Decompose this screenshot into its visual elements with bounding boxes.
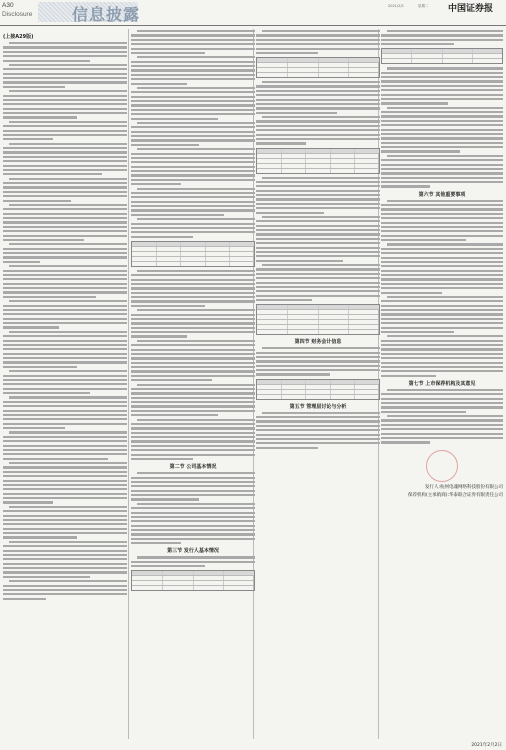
data-table [131, 241, 255, 267]
body-text [381, 67, 503, 187]
section-heading: 第二节 公司基本情况 [169, 464, 217, 471]
column-2 [131, 30, 255, 594]
body-text [256, 81, 380, 144]
sponsor-signature: 保荐机构(主承销商):华泰联合证券有限责任公司 [407, 492, 503, 498]
newspaper-masthead: 中国证券报 [448, 4, 494, 14]
page-number: A30 [2, 2, 14, 9]
signature-date: 2021年2月2日 [471, 743, 502, 748]
body-text [131, 270, 255, 460]
column-4 [381, 30, 503, 498]
body-text [381, 30, 503, 45]
data-table [131, 570, 255, 591]
data-table [381, 48, 503, 64]
company-seal [426, 450, 458, 482]
section-heading: 第七节 上市保荐机构及其意见 [408, 380, 476, 387]
column-1 [3, 30, 127, 602]
continued-marker: (上接A29版) [3, 34, 34, 40]
body-text [256, 30, 380, 54]
body-text [131, 30, 255, 238]
section-title: 信息披露 [72, 5, 141, 24]
header-rule [0, 25, 506, 26]
body-text [131, 556, 255, 567]
body-text [256, 347, 380, 375]
column-divider [128, 29, 129, 739]
data-table [256, 304, 380, 335]
weekday: 星期二 [418, 4, 429, 8]
issuer-signature: 发行人:杭州电魂网络科技股份有限公司 [424, 484, 503, 490]
issue-date: 2021/2/2 [388, 4, 404, 8]
section-heading: 第四节 财务会计信息 [294, 339, 342, 346]
body-text [256, 177, 380, 302]
section-heading: 第三节 发行人基本情况 [167, 548, 219, 555]
section-heading: 第六节 其他重要事项 [418, 191, 466, 198]
section-heading: 第五节 管理层讨论与分析 [289, 403, 347, 410]
section-name-en: Disclosure [2, 11, 33, 18]
body-text [381, 200, 503, 377]
body-text [131, 472, 255, 544]
page-header [0, 0, 506, 26]
data-table [256, 57, 380, 78]
data-table [256, 148, 380, 174]
column-3 [256, 30, 380, 451]
data-table [256, 379, 380, 400]
body-text [256, 412, 380, 449]
body-text [3, 42, 127, 600]
body-text [381, 389, 503, 444]
